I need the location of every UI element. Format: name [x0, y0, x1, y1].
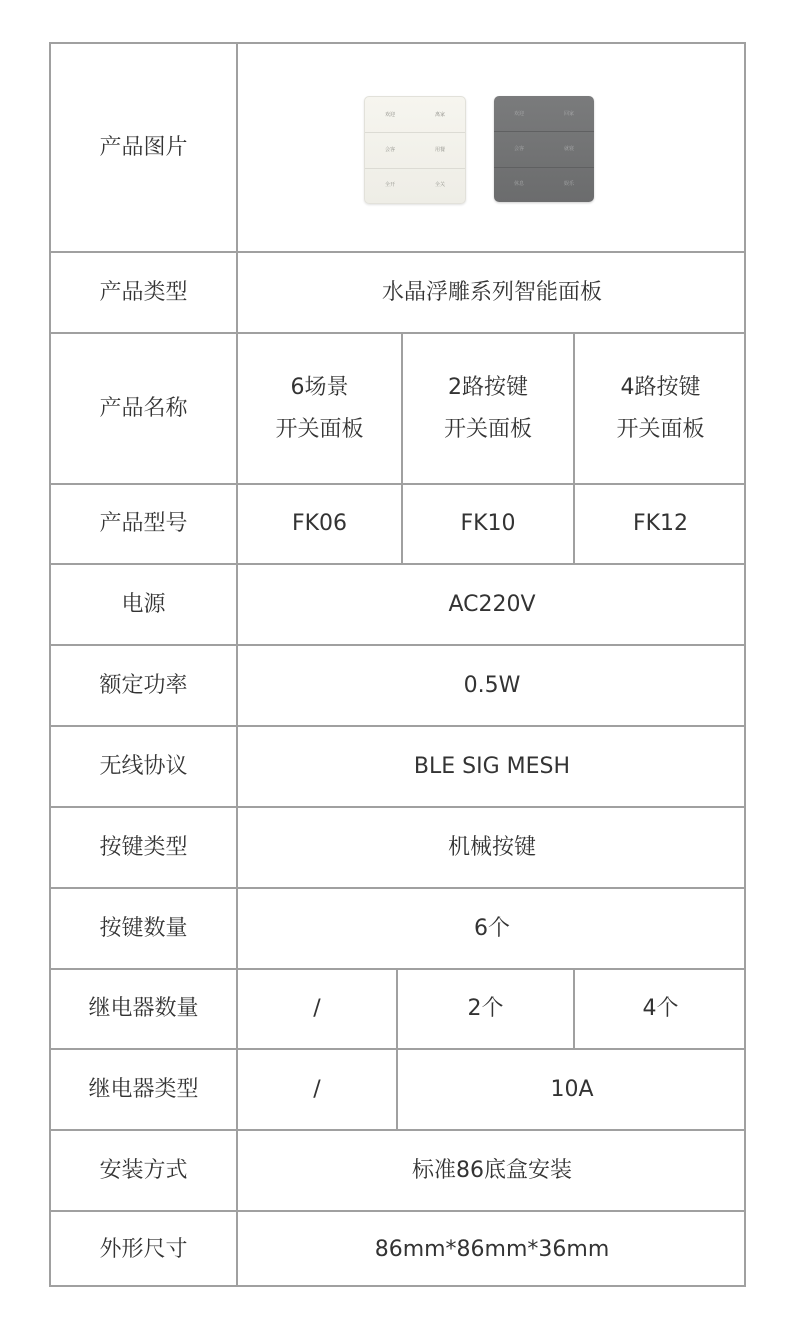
product-type-value: 水晶浮雕系列智能面板 [381, 279, 602, 305]
panel-key-label: 回家 [563, 110, 574, 117]
label-product-type: 产品类型 [99, 279, 188, 305]
power-supply-value: AC220V [448, 591, 536, 617]
spec-table [49, 42, 746, 1287]
panel-key-label: 欢迎 [513, 110, 524, 117]
installation-value: 标准86底盒安装 [412, 1157, 572, 1183]
key-count-value: 6个 [474, 915, 510, 941]
label-installation: 安装方式 [99, 1157, 188, 1183]
panel-key-label: 欢迎 [384, 111, 395, 118]
wireless-protocol-value: BLE SIG MESH [413, 753, 571, 779]
product-name-fk12 [575, 334, 746, 483]
panel-key-label: 就寝 [563, 145, 574, 152]
label-key-type: 按键类型 [99, 834, 188, 860]
label-wireless-protocol: 无线协议 [99, 753, 188, 779]
label-key-count: 按键数量 [99, 915, 188, 941]
label-relay-type: 继电器类型 [88, 1076, 199, 1102]
product-name-fk06 [238, 334, 401, 483]
product-name-line2: 开关面板 [443, 416, 532, 442]
panel-key-label: 娱乐 [563, 181, 574, 188]
dimensions-value: 86mm*86mm*36mm [374, 1236, 610, 1262]
product-name-line1: 2路按键 [448, 374, 528, 400]
label-product-model: 产品型号 [99, 511, 188, 536]
relay-count-value: 4个 [642, 996, 679, 1021]
label-product-name: 产品名称 [99, 395, 188, 421]
panel-key-label: 会客 [513, 145, 524, 152]
label-power-supply: 电源 [121, 591, 166, 617]
product-name-line2: 开关面板 [275, 416, 364, 442]
relay-count-value: 2个 [467, 996, 504, 1021]
product-name-line1: 6场景 [290, 374, 349, 400]
panel-key-label: 全开 [384, 182, 395, 189]
panel-key-label: 休息 [513, 181, 524, 188]
panel-key-label: 离家 [434, 111, 445, 118]
model-value: FK06 [291, 511, 348, 536]
panel-key-label: 用餐 [434, 146, 445, 153]
product-name-line2: 开关面板 [616, 416, 705, 442]
label-rated-power: 额定功率 [99, 672, 188, 698]
rated-power-value: 0.5W [463, 672, 521, 698]
gray-switch-panel-image [494, 96, 594, 202]
white-switch-panel-image [364, 96, 466, 204]
model-value: FK12 [632, 511, 689, 536]
panel-key-label: 全关 [434, 182, 445, 189]
model-value: FK10 [460, 511, 516, 536]
label-product-image: 产品图片 [99, 134, 188, 160]
relay-count-value: / [313, 996, 321, 1021]
product-name-fk10 [403, 334, 573, 483]
label-relay-count: 继电器数量 [88, 996, 199, 1021]
relay-type-value: 10A [550, 1076, 594, 1102]
product-name-line1: 4路按键 [620, 374, 701, 400]
key-type-value: 机械按键 [447, 834, 536, 860]
relay-type-value: / [313, 1076, 321, 1102]
label-dimensions: 外形尺寸 [99, 1236, 188, 1262]
panel-key-label: 会客 [384, 146, 395, 153]
product-image-cell [238, 44, 746, 251]
